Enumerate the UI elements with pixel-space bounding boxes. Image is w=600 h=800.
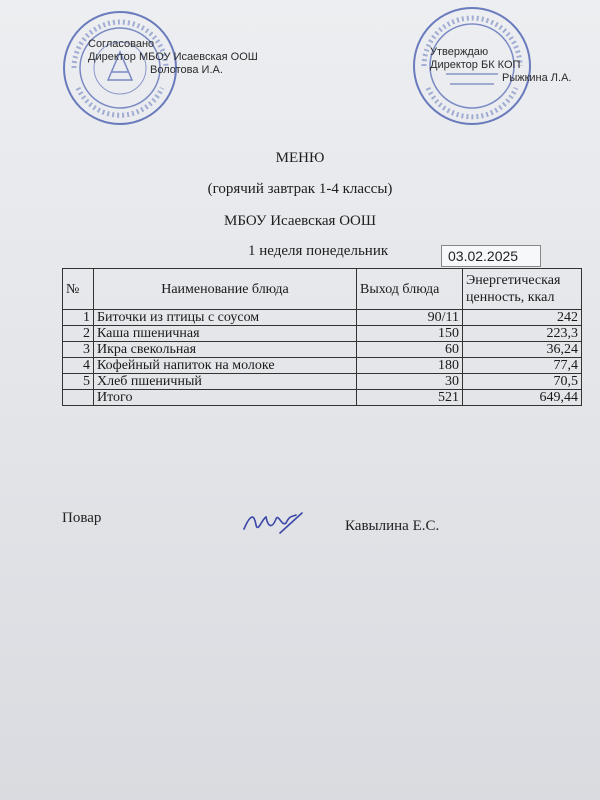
cook-label: Повар (62, 510, 102, 526)
row-output: 180 (357, 358, 463, 374)
page-title: МЕНЮ (275, 150, 325, 166)
row-output: 60 (357, 342, 463, 358)
table-row (63, 310, 582, 326)
approval-left (88, 38, 258, 77)
row-energy: 223,3 (463, 326, 582, 342)
header-name: Наименование блюда (94, 269, 357, 310)
approval-right-title: Утверждаю (430, 46, 489, 58)
row-name: Каша пшеничная (94, 326, 357, 342)
table-row (63, 374, 582, 390)
table-total-row (63, 390, 582, 406)
row-num: 2 (63, 326, 94, 342)
signature-icon (240, 505, 310, 539)
total-energy: 649,44 (463, 390, 582, 406)
school-name: МБОУ Исаевская ООШ (223, 213, 376, 229)
week-day: 1 неделя понедельник (248, 243, 389, 259)
approval-right-position: Директор БК КОП (430, 59, 521, 71)
total-empty-cell (63, 390, 94, 406)
approval-left-position: Директор МБОУ Исаевская ООШ (88, 51, 258, 63)
row-name: Биточки из птицы с соусом (94, 310, 357, 326)
cook-name: Кавылина Е.С. (345, 518, 440, 534)
row-num: 5 (63, 374, 94, 390)
row-name: Хлеб пшеничный (94, 374, 357, 390)
row-energy: 77,4 (463, 358, 582, 374)
row-output: 30 (357, 374, 463, 390)
row-energy: 242 (463, 310, 582, 326)
approval-left-person: Волотова И.А. (150, 64, 223, 76)
table-row (63, 358, 582, 374)
row-name: Икра свекольная (94, 342, 357, 358)
total-output: 521 (357, 390, 463, 406)
header-num: № (63, 269, 94, 310)
approval-right-person: Рыжкина Л.А. (502, 72, 572, 84)
row-num: 3 (63, 342, 94, 358)
total-label: Итого (94, 390, 357, 406)
row-num: 1 (63, 310, 94, 326)
table-header-row (63, 269, 582, 310)
date-field: 03.02.2025 (441, 245, 541, 267)
approval-left-title: Согласовано (88, 38, 155, 50)
row-output: 90/11 (357, 310, 463, 326)
row-num: 4 (63, 358, 94, 374)
row-energy: 36,24 (463, 342, 582, 358)
menu-table (62, 268, 582, 406)
table-row (63, 326, 582, 342)
page-subtitle: (горячий завтрак 1-4 классы) (207, 181, 393, 197)
row-energy: 70,5 (463, 374, 582, 390)
approval-right (430, 46, 571, 85)
header-energy: Энергетическая ценность, ккал (463, 269, 582, 310)
row-output: 150 (357, 326, 463, 342)
header-output: Выход блюда (357, 269, 463, 310)
row-name: Кофейный напиток на молоке (94, 358, 357, 374)
table-row (63, 342, 582, 358)
